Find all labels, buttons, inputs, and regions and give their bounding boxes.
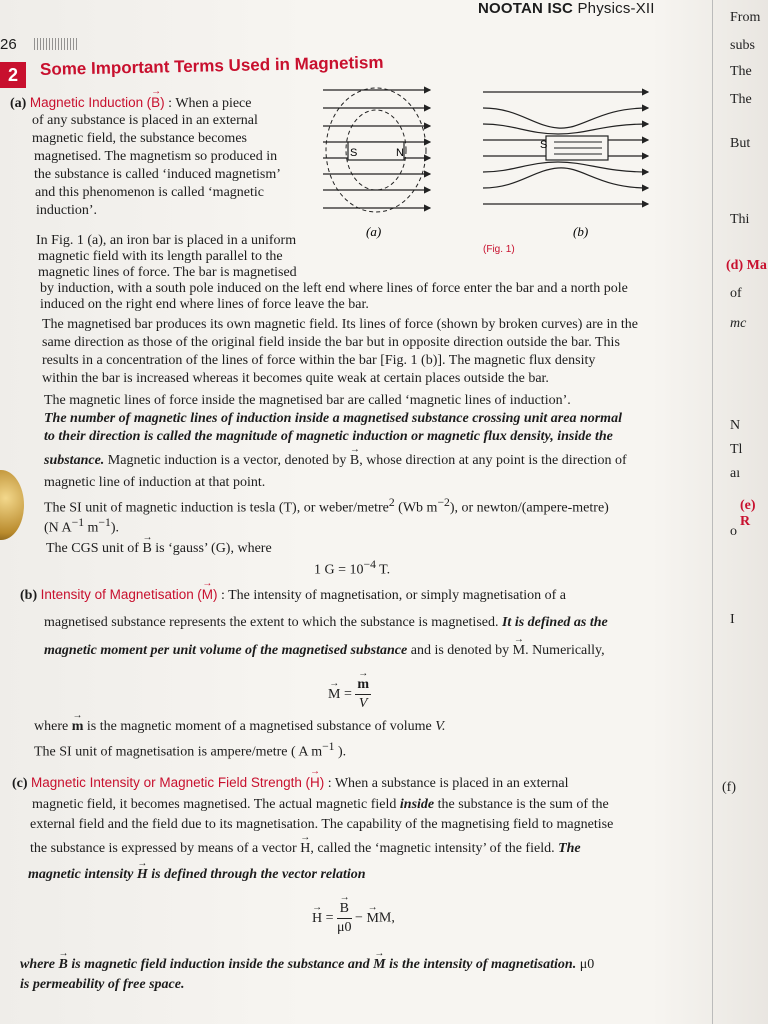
section-title: Some Important Terms Used in Magnetism [39,52,384,79]
right-margin-text: aı [730,466,741,481]
right-margin-text: The [730,64,752,79]
text-span: T. [379,562,391,578]
text-line: same direction as those of the original field inside the bar but in opposite direction outside the bar. This [42,335,620,350]
right-margin-text: Thi [730,212,750,227]
label-b: (b) [573,224,589,239]
vector-symbol: → B [142,540,151,558]
text-span: 1 G = 10 [314,562,364,578]
text-span: magnetic moment per unit volume of the magnetised substance [44,643,408,658]
text-line [44,642,704,660]
text-span: It is defined as the [501,615,608,630]
text-span: , whose direction at any point is the direction of [359,453,627,468]
vector-symbol: → B [350,452,359,470]
text-span: M, [378,910,395,926]
text-line: by induction, with a south pole induced on the left end where lines of force enter the bar and a north pole [40,281,628,296]
term-title: Magnetic Intensity or Magnetic Field Strength [31,775,302,790]
right-margin-text: mc [730,316,747,331]
section-number: 2 [0,62,26,88]
pole-s-b: S [540,139,548,151]
item-b-heading: (b) Intensity of Magnetisation (→ M) : The intensity of magnetisation, or simply magnetisation of a [20,586,710,605]
text-line: the substance is called ‘induced magnetism’ [34,167,281,182]
text-line: magnetised. The magnetism so produced in [34,149,278,164]
text-span: and is denoted by [410,643,510,658]
text-span: The SI unit of magnetic induction is tesla (T), or weber/metre [44,500,389,516]
text-span: is ‘gauss’ (G), where [155,541,272,556]
vector-symbol: → H [300,840,310,858]
text-span: magnetic field, it becomes magnetised. The actual magnetic field [32,797,397,812]
right-margin-text: N [730,418,741,433]
text-line: When a piece [175,96,252,111]
text-line: of any substance is placed in an external [32,113,258,128]
pole-n-a: N [396,147,404,159]
text-line [44,452,704,470]
vector-symbol: → M [202,586,213,604]
page-number: 26 [0,36,17,53]
text-span: μ0 [337,920,352,935]
vector-symbol: → m [357,676,369,694]
cgs-line [46,540,272,558]
item-c-heading: (c) Magnetic Intensity or Magnetic Field Strength (→ H) : When a substance is placed in an external [12,774,712,793]
text-span: V. [435,719,446,734]
book-name: ISC [547,0,574,17]
right-margin-text: From [730,10,761,25]
text-line [20,956,720,974]
text-span: The [558,841,581,856]
term-title: Intensity of Magnetisation [40,587,194,602]
text-span: is defined through the vector relation [151,867,366,882]
text-span: (N A [44,520,72,536]
gold-coin-object [0,470,24,540]
vector-symbol: → H [312,910,322,928]
item-marker: (c) [12,776,28,791]
text-line [32,796,712,814]
text-line: within the bar is increased whereas it becomes quite weak at certain places outside the bar. [42,371,549,386]
text-span: , called the ‘magnetic intensity’ of the field. [310,841,555,856]
right-margin-text: But [730,136,751,151]
vector-symbol: → H [137,866,148,884]
text-span: ), or newton/(ampere-metre) [449,500,609,516]
right-margin-text: subs [730,38,755,53]
right-margin-text: The [730,92,752,107]
item-marker: (b) [20,588,38,603]
figure-caption: (Fig. 1) [483,244,515,255]
text-line: and this phenomenon is called ‘magnetic [35,185,264,200]
si-unit-line: The SI unit of magnetic induction is tesla (T), or weber/metre$^2$ (Wb $m^{-2}$), or newton/(ampere-metre) [44,496,609,516]
si-unit-line: (N $A^{-1}$ $m^{-1}$). [44,516,119,536]
figure-magnetic-induction [318,78,718,258]
text-span: where [34,719,69,734]
text-line: magnetic field with its length parallel to the [38,249,283,264]
text-line [34,718,445,736]
text-line: magnetic line of induction at that point. [44,475,266,490]
text-span: V [358,696,368,711]
text-span: Magnetic induction is a vector, denoted by [107,453,347,468]
text-span: The CGS unit of [46,541,139,556]
text-span: The intensity of magnetisation, or simply magnetisation of a [228,588,566,603]
text-span: magnetic intensity [28,867,134,882]
text-line [30,840,710,858]
brand-name: NOOTAN [478,0,544,17]
right-margin-text: I [730,612,735,627]
definition-end: substance. [44,453,105,468]
vector-symbol: → B [59,956,68,974]
right-margin-text: Tl [730,442,743,457]
equation-gauss: 1 $G = 10^{-4}$ T. [314,558,391,578]
text-line: magnetic lines of force. The bar is magnetised [38,265,297,280]
text-span: When a substance is placed in an external [334,776,569,791]
text-line: The magnetised bar produces its own magnetic field. Its lines of force (shown by broken curves) are in the [42,317,638,332]
text-line: The magnetic lines of force inside the magnetised bar are called ‘magnetic lines of induction’. [44,393,571,408]
text-line: induction’. [36,203,98,218]
text-span: where [20,957,55,972]
term-title: Magnetic Induction [29,95,144,110]
text-span: . Numerically, [525,643,605,658]
vector-symbol: → M [513,642,525,660]
text-line: The SI unit of magnetisation is ampere/metre ( A $m^{-1}$ ). [34,740,347,760]
vector-symbol: → H [310,774,320,792]
barcode-mark [34,38,78,50]
text-span: μ0 [579,957,595,972]
right-margin-text: of [730,286,742,301]
right-margin-text: (d) Ma [726,258,767,273]
text-line [28,866,708,884]
text-span: is magnetic field induction inside the substance and [71,957,370,972]
text-span: the substance is expressed by means of a vector [30,841,297,856]
item-marker: (a) [10,96,27,111]
vector-symbol: → M [373,956,385,974]
text-line [44,614,704,632]
text-span: inside [399,797,435,812]
vector-symbol: → m [72,718,84,736]
text-span: is the magnetic moment of a magnetised substance of volume [86,719,432,734]
vector-symbol: → B [151,94,160,112]
text-line: magnetic field, the substance becomes [32,131,247,146]
definition-line: to their direction is called the magnitude of magnetic induction or magnetic flux density, inside the [44,429,613,444]
right-margin-text: (e) R [740,498,756,529]
pole-s-a: S [350,147,358,159]
text-span: the substance is the sum of the [437,797,609,812]
item-a-heading: (a) Magnetic Induction (→ B) : When a piece [10,94,310,113]
vector-symbol: → B [340,900,349,918]
text-span: is the intensity of magnetisation. [389,957,577,972]
text-line: results in a concentration of the lines of force within the bar [Fig. 1 (b)]. The magnetic flux density [42,353,596,368]
text-span: magnetised substance represents the extent to which the substance is magnetised. [44,615,499,630]
running-header [478,0,655,17]
vector-symbol: → M [366,910,378,928]
equation-magnetisation: → M = → $\frac{m}{V}$ [328,676,371,713]
label-a: (a) [366,224,382,239]
right-margin-text: o [730,524,737,539]
subject-name: Physics-XII [577,0,655,17]
text-line: In Fig. 1 (a), an iron bar is placed in a uniform [36,233,297,248]
right-margin-text: (f) [722,780,736,795]
definition-line: The number of magnetic lines of induction inside a magnetised substance crossing unit area normal [44,411,622,426]
text-line: external field and the field due to its magnetisation. The capability of the magnetising field to magnetise [30,817,614,832]
text-line: is permeability of free space. [20,977,185,992]
vector-symbol: → M [328,686,340,704]
equation-magnetic-intensity: → H = → $\frac{B}{\mu 0}$ − → MM, [312,900,395,937]
text-span: The SI unit of magnetisation is ampere/metre ( A m [34,744,323,760]
text-span: (Wb m [398,500,438,516]
text-line: induced on the right end where lines of force leave the bar. [40,297,369,312]
